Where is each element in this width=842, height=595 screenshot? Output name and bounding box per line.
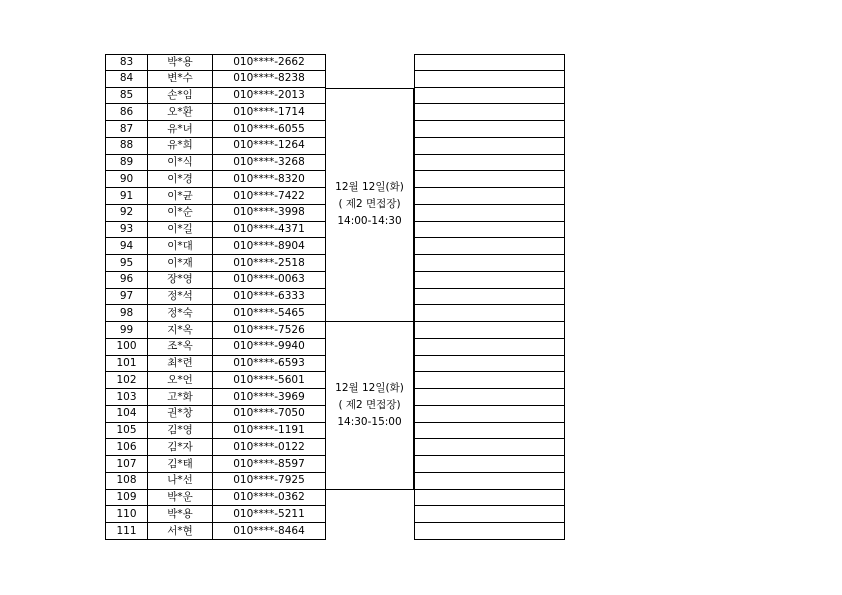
applicant-name: 이*경 (148, 171, 213, 188)
blank-cell (414, 389, 565, 406)
blank-cell (414, 188, 565, 205)
applicant-name: 지*옥 (148, 322, 213, 339)
slot-room: ( 제2 면접장) (338, 198, 401, 211)
row-number: 85 (105, 88, 148, 105)
applicant-name: 장*영 (148, 272, 213, 289)
blank-cell (414, 523, 565, 540)
blank-cell (414, 238, 565, 255)
blank-cell (414, 423, 565, 440)
row-number: 90 (105, 171, 148, 188)
row-number: 103 (105, 389, 148, 406)
applicant-phone: 010****-2518 (213, 255, 326, 272)
row-number: 88 (105, 138, 148, 155)
applicant-phone: 010****-3998 (213, 205, 326, 222)
applicant-name: 유*희 (148, 138, 213, 155)
row-number: 105 (105, 423, 148, 440)
applicant-name: 이*식 (148, 155, 213, 172)
row-number: 97 (105, 289, 148, 306)
blank-cell (414, 322, 565, 339)
applicant-phone: 010****-7050 (213, 406, 326, 423)
applicant-name: 조*옥 (148, 339, 213, 356)
row-number: 86 (105, 104, 148, 121)
applicant-phone: 010****-7526 (213, 322, 326, 339)
applicant-phone: 010****-8320 (213, 171, 326, 188)
applicant-name: 오*환 (148, 104, 213, 121)
applicant-phone: 010****-6055 (213, 121, 326, 138)
blank-cell (414, 155, 565, 172)
applicant-phone: 010****-7925 (213, 473, 326, 490)
blank-cell (414, 54, 565, 71)
applicant-phone: 010****-8464 (213, 523, 326, 540)
applicant-phone: 010****-8597 (213, 456, 326, 473)
row-number: 110 (105, 506, 148, 523)
slot-time: 14:30-15:00 (337, 415, 402, 428)
applicant-name: 최*련 (148, 356, 213, 373)
blank-cell (414, 305, 565, 322)
blank-cell (414, 490, 565, 507)
applicant-name: 정*숙 (148, 305, 213, 322)
row-number: 109 (105, 490, 148, 507)
blank-cell (414, 272, 565, 289)
blank-cell (414, 205, 565, 222)
row-number: 95 (105, 255, 148, 272)
applicant-name: 변*수 (148, 71, 213, 88)
applicant-phone: 010****-3969 (213, 389, 326, 406)
interview-slot (326, 322, 414, 490)
applicant-phone: 010****-0362 (213, 490, 326, 507)
applicant-phone: 010****-5211 (213, 506, 326, 523)
applicant-phone: 010****-1264 (213, 138, 326, 155)
blank-cell (414, 439, 565, 456)
blank-cell (414, 406, 565, 423)
applicant-phone: 010****-6593 (213, 356, 326, 373)
blank-cell (414, 356, 565, 373)
row-number: 107 (105, 456, 148, 473)
row-number: 96 (105, 272, 148, 289)
blank-cell (414, 121, 565, 138)
row-number: 87 (105, 121, 148, 138)
blank-cell (414, 473, 565, 490)
row-number: 111 (105, 523, 148, 540)
slot-date: 12월 12일(화) (335, 381, 404, 394)
row-number: 92 (105, 205, 148, 222)
blank-cell (414, 372, 565, 389)
applicant-name: 박*용 (148, 54, 213, 71)
applicant-name: 박*운 (148, 490, 213, 507)
row-number: 102 (105, 372, 148, 389)
applicant-name: 이*순 (148, 205, 213, 222)
applicant-phone: 010****-2013 (213, 88, 326, 105)
applicant-phone: 010****-8904 (213, 238, 326, 255)
blank-cell (414, 88, 565, 105)
applicant-name: 김*자 (148, 439, 213, 456)
row-number: 94 (105, 238, 148, 255)
applicant-name: 김*태 (148, 456, 213, 473)
blank-cell (414, 71, 565, 88)
row-number: 91 (105, 188, 148, 205)
applicant-phone: 010****-8238 (213, 71, 326, 88)
row-number: 108 (105, 473, 148, 490)
blank-cell (414, 339, 565, 356)
applicant-name: 오*언 (148, 372, 213, 389)
applicant-phone: 010****-5601 (213, 372, 326, 389)
row-number: 106 (105, 439, 148, 456)
blank-cell (414, 138, 565, 155)
applicant-name: 권*창 (148, 406, 213, 423)
row-number: 104 (105, 406, 148, 423)
applicant-phone: 010****-1191 (213, 423, 326, 440)
applicant-phone: 010****-0122 (213, 439, 326, 456)
row-number: 89 (105, 155, 148, 172)
slot-time: 14:00-14:30 (337, 215, 402, 228)
applicant-name: 정*석 (148, 289, 213, 306)
applicant-name: 고*화 (148, 389, 213, 406)
applicant-name: 이*균 (148, 188, 213, 205)
row-number: 84 (105, 71, 148, 88)
applicant-name: 손*임 (148, 88, 213, 105)
row-number: 99 (105, 322, 148, 339)
applicant-phone: 010****-9940 (213, 339, 326, 356)
applicant-phone: 010****-7422 (213, 188, 326, 205)
applicant-name: 서*현 (148, 523, 213, 540)
applicant-name: 김*영 (148, 423, 213, 440)
schedule-empty-top (326, 54, 414, 88)
applicant-phone: 010****-5465 (213, 305, 326, 322)
interview-schedule-table (105, 54, 565, 540)
schedule-empty-bottom (326, 490, 414, 540)
blank-cell (414, 222, 565, 239)
applicant-name: 이*대 (148, 238, 213, 255)
slot-date: 12월 12일(화) (335, 181, 404, 194)
row-number: 83 (105, 54, 148, 71)
blank-cell (414, 171, 565, 188)
applicant-phone: 010****-3268 (213, 155, 326, 172)
blank-cell (414, 104, 565, 121)
applicant-phone: 010****-0063 (213, 272, 326, 289)
row-number: 101 (105, 356, 148, 373)
blank-cell (414, 255, 565, 272)
applicant-phone: 010****-6333 (213, 289, 326, 306)
applicant-phone: 010****-1714 (213, 104, 326, 121)
slot-room: ( 제2 면접장) (338, 398, 401, 411)
applicant-name: 나*선 (148, 473, 213, 490)
applicant-name: 이*재 (148, 255, 213, 272)
blank-cell (414, 289, 565, 306)
applicant-name: 이*길 (148, 222, 213, 239)
interview-slot (326, 88, 414, 323)
applicant-name: 박*용 (148, 506, 213, 523)
applicant-phone: 010****-4371 (213, 222, 326, 239)
blank-cell (414, 506, 565, 523)
applicant-name: 유*녀 (148, 121, 213, 138)
row-number: 100 (105, 339, 148, 356)
row-number: 98 (105, 305, 148, 322)
blank-cell (414, 456, 565, 473)
row-number: 93 (105, 222, 148, 239)
applicant-phone: 010****-2662 (213, 54, 326, 71)
